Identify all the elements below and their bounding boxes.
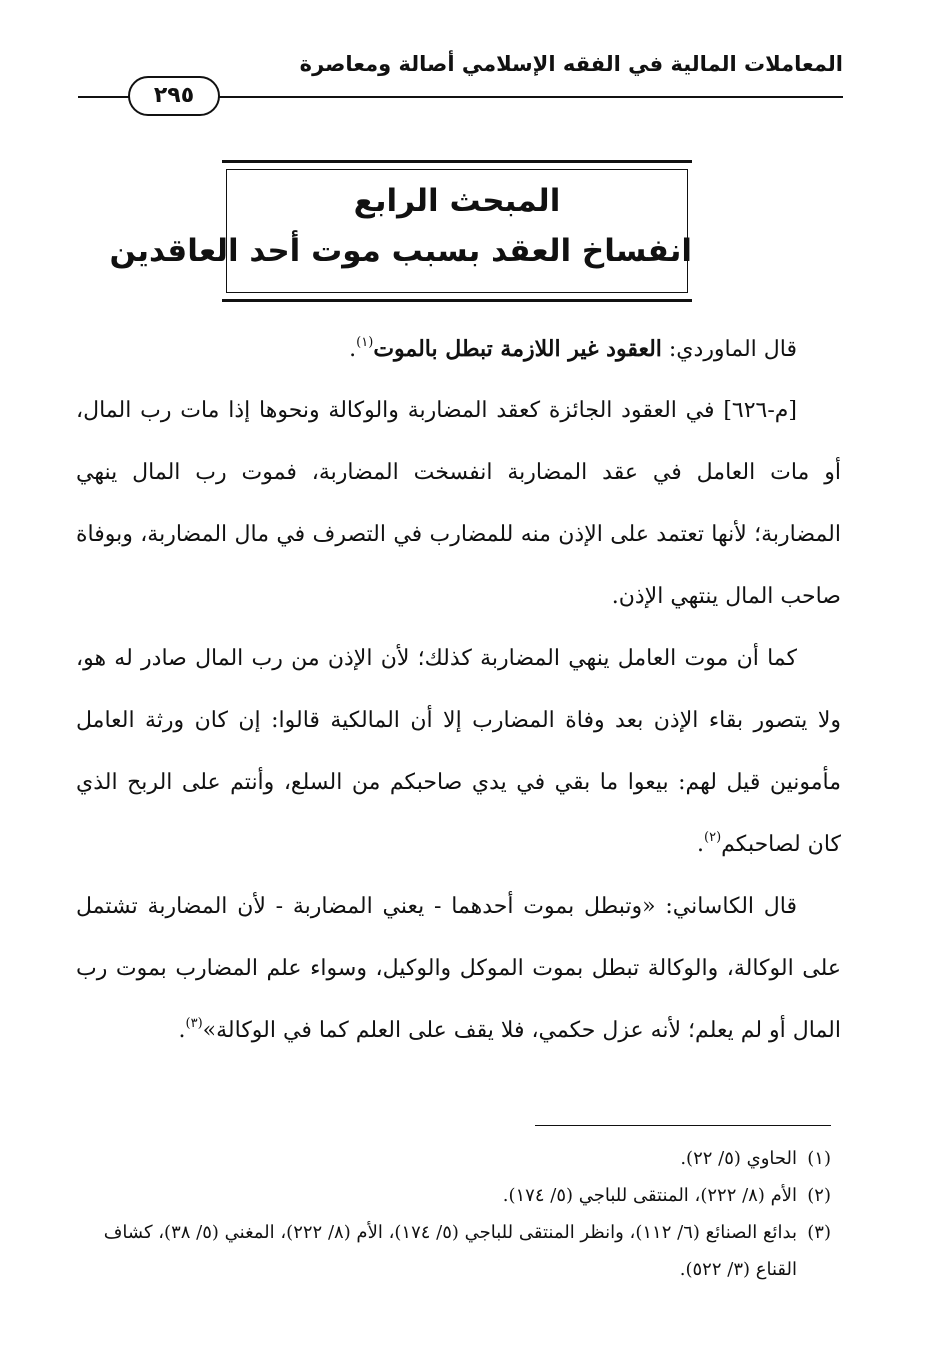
quoted-rule: العقود غير اللازمة تبطل بالموت: [373, 336, 662, 362]
footnote-ref-3[interactable]: (٣): [185, 1016, 203, 1031]
paragraph-tail: .: [697, 832, 705, 857]
footnote-number: (٣): [807, 1222, 831, 1243]
footnote-text: بدائع الصنائع (٦/ ١١٢)، وانظر المنتقى للباجي (٥/ ١٧٤)، الأم (٨/ ٢٢٢)، المغني (٥/ ٣٨)، كشاف القناع (٣/ ٥٢٢).: [103, 1222, 797, 1280]
footnote-text: الأم (٨/ ٢٢٢)، المنتقى للباجي (٥/ ١٧٤).: [502, 1185, 797, 1206]
chapter-title: انفساخ العقد بسبب موت أحد العاقدين: [109, 233, 692, 269]
footnote-separator: [535, 1125, 831, 1126]
paragraph-mawardi: [76, 318, 841, 381]
footnote-number: (١): [807, 1148, 831, 1169]
footnote-1: [75, 1140, 831, 1177]
footnote-number: (٢): [807, 1185, 831, 1206]
running-title: المعاملات المالية في الفقه الإسلامي أصالة ومعاصرة: [299, 52, 843, 76]
page-number: ٢٩٥: [128, 76, 220, 116]
paragraph-text: كما أن موت العامل ينهي المضاربة كذلك؛ لأن الإذن من رب المال صادر له هو، ولا يتصور بقاء الإذن بعد وفاة المضارب إلا أن المالكية قالوا: إن كان ورثة العامل مأمونين قيل لهم: بيعوا ما بقي في يدي صاحبكم من السلع، وأنتم على الربح الذي كان لصاحبكم: [76, 646, 841, 857]
footnote-ref-1[interactable]: (١): [356, 335, 374, 350]
footnote-ref-2[interactable]: (٢): [704, 830, 722, 845]
chapter-heading-box: [109, 160, 692, 302]
paragraph-lead: قال الماوردي:: [661, 337, 797, 362]
paragraph-text: قال الكاساني: «وتبطل بموت أحدهما - يعني المضاربة - لأن المضاربة تشتمل على الوكالة، والوكالة تبطل بموت الموكل والوكيل، وسواء علم المضارب بموت رب المال أو لم يعلم؛ لأنه عزل حكمي، فلا يقف على العلم كما في الوكالة»: [76, 894, 841, 1043]
paragraph-kasani: [76, 876, 841, 1062]
paragraph-tail: .: [178, 1018, 186, 1043]
footnote-text: الحاوي (٥/ ٢٢).: [680, 1148, 797, 1169]
paragraph-worker-death: [76, 628, 841, 876]
paragraph-tail: .: [349, 337, 357, 362]
chapter-label: المبحث الرابع: [353, 183, 561, 219]
paragraph-text: [م-٦٢٦] في العقود الجائزة كعقد المضاربة والوكالة ونحوها إذا مات رب المال، أو مات العامل في عقد المضاربة انفسخت المضاربة، فموت رب المال ينهي المضاربة؛ لأنها تعتمد على الإذن منه للمضارب في التصرف في مال المضاربة، وبوفاة صاحب المال ينتهي الإذن.: [76, 398, 841, 609]
footnotes: [75, 1140, 831, 1288]
footnote-2: [75, 1177, 831, 1214]
paragraph-ruling: [76, 380, 841, 628]
footnote-3: [75, 1214, 831, 1288]
